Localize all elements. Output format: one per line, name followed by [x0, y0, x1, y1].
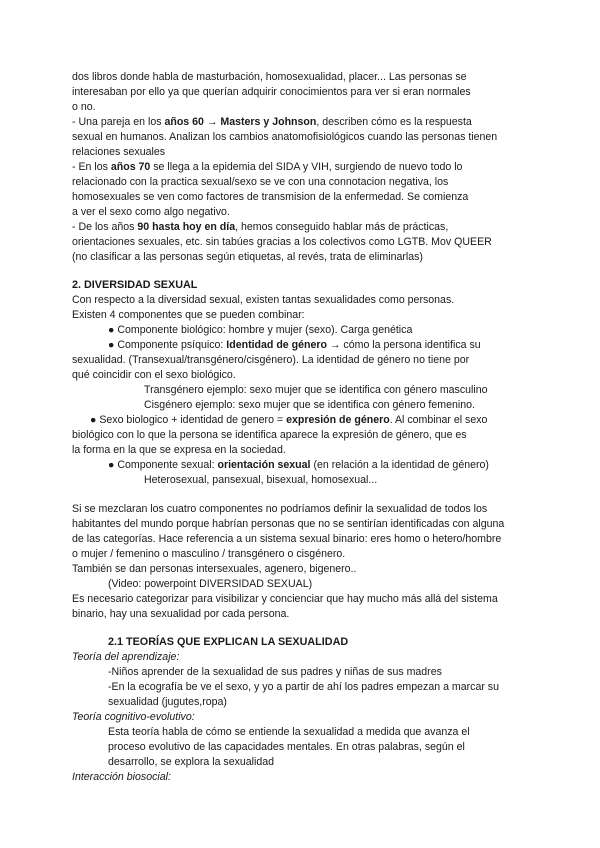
- text-line: la forma en la que se expresa en la sociedad.: [72, 444, 286, 456]
- example-line: Transgénero ejemplo: sexo mujer que se identifica con género masculino: [144, 384, 488, 396]
- example-line: Heterosexual, pansexual, bisexual, homosexual...: [144, 474, 378, 486]
- text-line: -En la ecografía be ve el sexo, y yo a partir de ahí los padres empezan a marcar su: [108, 681, 499, 693]
- text-line: a ver el sexo como algo negativo.: [72, 206, 230, 218]
- text-line: desarrollo, se explora la sexualidad: [108, 756, 275, 768]
- theory-title: Teoría cognitivo-evolutivo:: [72, 711, 195, 723]
- text-span: → cómo la persona identifica su: [326, 339, 481, 351]
- bold-term: años 70: [110, 161, 151, 173]
- text-line: proceso evolutivo de las capacidades mentales. En otras palabras, según el: [108, 741, 465, 753]
- text-line: relacionado con la practica sexual/sexo se ve con una connotacion negativa, los: [72, 176, 449, 188]
- text-line: homosexuales se ven como factores de transmision de la enfermedad. Se comienza: [72, 191, 469, 203]
- text-span: , describen cómo es la respuesta: [316, 116, 472, 128]
- text-line: o mujer / femenino o masculino / transgénero o cisgénero.: [72, 548, 346, 560]
- section-heading: 2. DIVERSIDAD SEXUAL: [72, 279, 198, 291]
- text-line: Existen 4 componentes que se pueden combinar:: [72, 309, 305, 321]
- text-span: - De los años: [72, 221, 138, 233]
- bullet-item: ● Componente biológico: hombre y mujer (sexo). Carga genética: [108, 324, 413, 336]
- text-line: Es necesario categorizar para visibilizar y concienciar que hay mucho más allá del sistema: [72, 593, 498, 605]
- text-line: orientaciones sexuales, etc. sin tabúes gracias a los colectivos como LGTB. Mov QUEER: [72, 236, 492, 248]
- bold-term: 90 hasta hoy en día: [137, 221, 236, 233]
- text-span: ● Componente sexual:: [108, 459, 218, 471]
- text-line: sexualidad. (Transexual/transgénero/cisgénero). La identidad de género no tiene por: [72, 354, 470, 366]
- text-line: habitantes del mundo porque habrían personas que no se sentirían identificadas con alguna: [72, 518, 505, 530]
- text-span: ● Componente psíquico:: [108, 339, 227, 351]
- text-line: dos libros donde habla de masturbación, homosexualidad, placer... Las personas se: [72, 71, 467, 83]
- history-60s-line: [72, 116, 472, 129]
- text-span: (en relación a la identidad de género): [310, 459, 489, 471]
- text-span: , hemos conseguido hablar más de prácticas,: [235, 221, 449, 233]
- text-span: ● Sexo biologico + identidad de genero =: [90, 414, 287, 426]
- text-line: Si se mezclaran los cuatro componentes no podríamos definir la sexualidad de todos los: [72, 503, 488, 515]
- text-line: qué coincidir con el sexo biológico.: [72, 369, 236, 381]
- bullet-item: [108, 339, 481, 352]
- theory-title: Interacción biosocial:: [72, 771, 171, 783]
- text-span: - En los: [72, 161, 111, 173]
- bold-term: Masters y Johnson: [220, 116, 317, 128]
- text-span: - Una pareja en los: [72, 116, 165, 128]
- text-span: . Al combinar el sexo: [389, 414, 488, 426]
- subsection-heading: 2.1 TEORÍAS QUE EXPLICAN LA SEXUALIDAD: [108, 636, 349, 648]
- history-70s-line: [72, 161, 462, 174]
- text-line: Esta teoría habla de cómo se entiende la sexualidad a medida que avanza el: [108, 726, 470, 738]
- text-line: sexual en humanos. Analizan los cambios anatomofisiológicos cuando las personas tienen: [72, 131, 498, 143]
- text-line: biológico con lo que la persona se identifica aparece la expresión de género, que es: [72, 429, 467, 441]
- arrow-symbol: →: [203, 116, 221, 128]
- bold-term: expresión de género: [286, 414, 390, 426]
- text-line: sexualidad (jugutes,ropa): [108, 696, 227, 708]
- bullet-item: [108, 459, 489, 472]
- video-note: (Video: powerpoint DIVERSIDAD SEXUAL): [108, 578, 313, 590]
- example-line: Cisgénero ejemplo: sexo mujer que se identifica con género femenino.: [144, 399, 475, 411]
- text-line: También se dan personas intersexuales, agenero, bigenero..: [72, 563, 357, 575]
- text-line: -Niños aprender de la sexualidad de sus padres y niñas de sus madres: [108, 666, 442, 678]
- theory-title: Teoría del aprendizaje:: [72, 651, 180, 663]
- bold-term: Identidad de género: [226, 339, 327, 351]
- history-90s-line: [72, 221, 448, 234]
- text-line: Con respecto a la diversidad sexual, existen tantas sexualidades como personas.: [72, 294, 455, 306]
- text-line: binario, hay una sexualidad por cada persona.: [72, 608, 290, 620]
- text-line: o no.: [72, 101, 96, 113]
- text-line: relaciones sexuales: [72, 146, 166, 158]
- text-line: interesaban por ello ya que querían adquirir conocimientos para ver si eran normales: [72, 86, 471, 98]
- bullet-item: [90, 414, 487, 427]
- text-line: de las categorías. Hace referencia a un sistema sexual binario: eres homo o hetero/hombre: [72, 533, 502, 545]
- text-line: (no clasificar a las personas según etiquetas, al revés, trata de eliminarlas): [72, 251, 423, 263]
- bold-term: años 60: [164, 116, 204, 128]
- text-span: se llega a la epidemia del SIDA y VIH, surgiendo de nuevo todo lo: [150, 161, 463, 173]
- bold-term: orientación sexual: [217, 459, 311, 471]
